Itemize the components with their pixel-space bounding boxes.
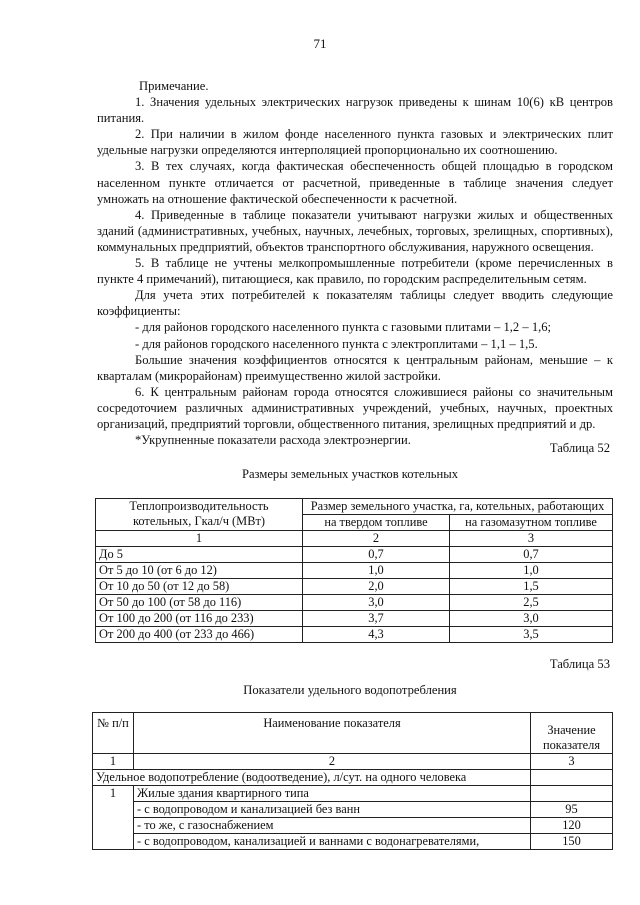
table-cell: От 50 до 100 (от 58 до 116) [96, 595, 303, 611]
table-cell: 3,5 [450, 627, 613, 643]
table-header-cell: 1 [96, 531, 303, 547]
table-header-cell: № п/п [93, 713, 134, 754]
table53-label: Таблица 53 [549, 657, 610, 671]
table-cell: От 10 до 50 (от 12 до 58) [96, 579, 303, 595]
table-header-cell: 2 [303, 531, 450, 547]
table-cell: 2,5 [450, 595, 613, 611]
table-cell [531, 786, 613, 802]
table-row [96, 611, 613, 627]
table-header-cell: 2 [134, 754, 531, 770]
note-paragraph: 4. Приведенные в таблице показатели учитывают нагрузки жилых и общественных зданий (административных, учебных, научных, лечебных, торговых, зрелищных, спортивных), коммунальных предприятий, объектов транспортного обслуживания, наружного освещения. [97, 207, 613, 254]
note-paragraph: 2. При наличии в жилом фонде населенного пункта газовых и электрических плит удельные нагрузки определяются интерполяцией пропорционально их соотношению. [97, 127, 613, 158]
table-cell: 120 [531, 818, 613, 834]
table-row [93, 834, 613, 850]
table-cell: - с водопроводом и канализацией без ванн [134, 802, 531, 818]
table-52 [95, 498, 613, 643]
table-section-row [93, 770, 613, 786]
table-cell: От 100 до 200 (от 116 до 233) [96, 611, 303, 627]
table-cell: 1 [93, 786, 134, 850]
table-cell: 3,0 [303, 595, 450, 611]
table-header-cell: Размер земельного участка, га, котельных, работающих [303, 499, 613, 515]
table-cell: 1,5 [450, 579, 613, 595]
table-header-cell: Значение показателя [531, 713, 613, 754]
table-header-cell: на твердом топливе [303, 515, 450, 531]
table-cell: От 5 до 10 (от 6 до 12) [96, 563, 303, 579]
table-cell: 150 [531, 834, 613, 850]
table-row [93, 802, 613, 818]
table-header-cell: 3 [531, 754, 613, 770]
table-header-cell: Наименование показателя [134, 713, 531, 754]
table52-label: Таблица 52 [549, 441, 610, 455]
table-row [96, 595, 613, 611]
note-paragraph: 3. В тех случаях, когда фактическая обеспеченность общей площадью в городском населенном пункте отличается от расчетной, приведенные в таблице значения следует умножать на отношение фактической обеспеченности к расчетной. [97, 159, 613, 206]
table52-title: Размеры земельных участков котельных [241, 467, 459, 481]
note-paragraph: *Укрупненные показатели расхода электроэнергии. [135, 433, 411, 448]
table-header-cell: Теплопроизводительность котельных, Гкал/ч (МВт) [96, 499, 303, 531]
table-row [96, 547, 613, 563]
table-cell: 0,7 [450, 547, 613, 563]
table-row [96, 627, 613, 643]
table-cell: 4,3 [303, 627, 450, 643]
note-paragraph: 1. Значения удельных электрических нагрузок приведены к шинам 10(6) кВ центров питания. [97, 95, 613, 126]
table-row [96, 563, 613, 579]
table-row [93, 818, 613, 834]
notes-heading: Примечание. [139, 79, 209, 93]
table-cell: - с водопроводом, канализацией и ваннами с водонагревателями, [134, 834, 531, 850]
table-row [96, 579, 613, 595]
note-paragraph: - для районов городского населенного пункта с электроплитами – 1,1 – 1,5. [135, 336, 538, 351]
table-cell: От 200 до 400 (от 233 до 466) [96, 627, 303, 643]
table-row [93, 786, 613, 802]
notes-block [97, 78, 613, 448]
table-cell: 95 [531, 802, 613, 818]
page-number: 71 [313, 36, 327, 51]
table-cell: - то же, с газоснабжением [134, 818, 531, 834]
table-cell: Жилые здания квартирного типа [134, 786, 531, 802]
note-paragraph: Большие значения коэффициентов относятся к центральным районам, меньшие – к кварталам (микрорайонам) преимущественно жилой застройки. [97, 352, 613, 383]
table-cell: 0,7 [303, 547, 450, 563]
note-paragraph: - для районов городского населенного пункта с газовыми плитами – 1,2 – 1,6; [135, 320, 552, 335]
table-cell: 1,0 [303, 563, 450, 579]
table-cell [531, 770, 613, 786]
table-header-cell: 3 [450, 531, 613, 547]
table-53 [92, 712, 613, 850]
table-cell: 1,0 [450, 563, 613, 579]
table-cell: 3,0 [450, 611, 613, 627]
table-cell: До 5 [96, 547, 303, 563]
note-paragraph: Для учета этих потребителей к показателям таблицы следует вводить следующие коэффициенты: [97, 288, 613, 319]
table53-title: Показатели удельного водопотребления [243, 683, 457, 697]
table-header-cell: 1 [93, 754, 134, 770]
note-paragraph: 6. К центральным районам города относятся сложившиеся районы со значительным сосредоточием различных административных учреждений, учебных, научных, проектных организаций, предприятий торговли, общественного питания, зрелищных предприятий и др. [97, 384, 613, 431]
table-cell: 3,7 [303, 611, 450, 627]
table-section-cell: Удельное водопотребление (водоотведение), л/сут. на одного человека [93, 770, 531, 786]
note-paragraph: 5. В таблице не учтены мелкопромышленные потребители (кроме перечисленных в пункте 4 примечаний), питающиеся, как правило, по городским распределительным сетям. [97, 256, 613, 287]
table-header-cell: на газомазутном топливе [450, 515, 613, 531]
table-cell: 2,0 [303, 579, 450, 595]
